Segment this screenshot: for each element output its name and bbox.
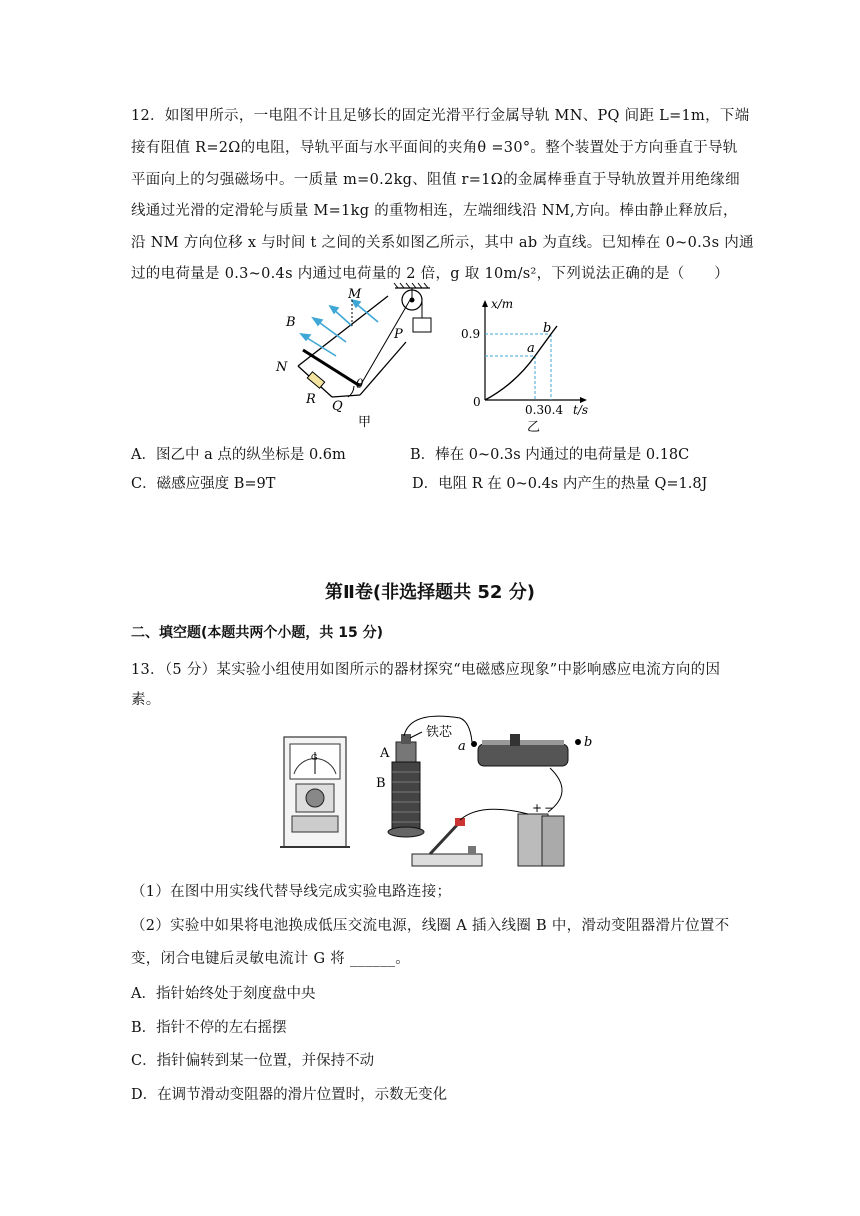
figure-apparatus (280, 712, 600, 872)
q12-line-3: 平面向上的匀强磁场中。一质量 m=0.2kg、阻值 r=1Ω的金属棒垂直于导轨放置并用绝缘细 (131, 172, 740, 188)
rheostat (458, 734, 592, 766)
magnetic-field-arrows (301, 300, 378, 356)
q13-line-1: 13．（5 分）某实验小组使用如图所示的器材探究“电磁感应现象”中影响感应电流方向的因 (131, 662, 721, 678)
q12-line-6: 过的电荷量是 0.3~0.4s 内通过电荷量的 2 倍，g 取 10m/s²，下列说法正确的是（ ） (131, 266, 730, 282)
point-b-label: b (543, 321, 552, 336)
q12-option-c[interactable]: C．磁感应强度 B=9T (131, 476, 276, 492)
figure-yi (455, 292, 595, 437)
galvanometer-label: G (311, 753, 318, 762)
caption-jia: 甲 (358, 415, 372, 430)
rail-PQ (360, 342, 406, 395)
battery-plus: + (532, 801, 543, 815)
figure-jia (270, 280, 450, 430)
q13-option-b[interactable]: B．指针不停的左右摇摆 (131, 1020, 287, 1036)
galvanometer (280, 737, 350, 847)
q12-option-d[interactable]: D．电阻 R 在 0~0.4s 内产生的热量 Q=1.8J (412, 476, 708, 492)
label-N: N (276, 360, 288, 375)
y-tick-0.9: 0.9 (461, 327, 481, 341)
q13-part2-line-1: （2）实验中如果将电池换成低压交流电源，线圈 A 插入线圈 B 中，滑动变阻器滑片位置不 (131, 918, 730, 934)
section-subtitle: 二、填空题(本题共两个小题，共 15 分) (131, 625, 384, 641)
q13-option-d[interactable]: D．在调节滑动变阻器的滑片位置时，示数无变化 (131, 1087, 448, 1103)
switch (412, 818, 482, 866)
x-tick-0.4: 0.4 (544, 403, 564, 417)
q13-line-2: 素。 (131, 692, 161, 708)
q13-option-a[interactable]: A．指针始终处于刻度盘中央 (131, 986, 316, 1002)
resistor (307, 372, 324, 388)
q13-part1: （1）在图中用实线代替导线完成实验电路连接； (131, 884, 452, 900)
label-R: R (306, 392, 316, 407)
x-axis-label: t/s (573, 403, 589, 417)
label-Q: Q (332, 399, 343, 414)
coil-assembly (376, 724, 453, 837)
battery-minus: − (544, 801, 555, 815)
terminal-b-label: b (584, 735, 593, 750)
iron-core-label: 铁芯 (426, 725, 453, 740)
q12-line-2: 接有阻值 R=2Ω的电阻，导轨平面与水平面间的夹角θ =30°。整个装置处于方向垂直于导轨 (131, 140, 738, 156)
q12-line-4: 线通过光滑的定滑轮与质量 M=1kg 的重物相连，左端细线沿 NM,方向。棒由静止释放后， (131, 203, 738, 219)
point-a-label: a (527, 341, 535, 356)
x-tick-0.3: 0.3 (525, 403, 545, 417)
q12-option-b[interactable]: B．棒在 0~0.3s 内通过的电荷量是 0.18C (410, 447, 690, 463)
label-M: M (348, 287, 362, 302)
weight-block (413, 318, 431, 332)
q12-line-5: 沿 NM 方向位移 x 与时间 t 之间的关系如图乙所示，其中 ab 为直线。已知棒在 0~0.3s 内通 (131, 235, 754, 251)
label-P: P (394, 327, 403, 342)
y-axis-label: x/m (491, 297, 514, 311)
coil-B-label: B (376, 776, 386, 791)
q12-line-1: 12．如图甲所示，一电阻不计且足够长的固定光滑平行金属导轨 MN、PQ 间距 L=1m，下端 (131, 108, 750, 124)
battery (518, 801, 564, 866)
q12-option-a[interactable]: A．图乙中 a 点的纵坐标是 0.6m (131, 447, 346, 463)
x-t-curve (485, 326, 557, 400)
origin-label: 0 (473, 395, 481, 409)
dashed-guides (485, 334, 551, 400)
label-B: B (286, 315, 296, 330)
q13-option-c[interactable]: C．指针偏转到某一位置，并保持不动 (131, 1053, 375, 1069)
section-title: 第Ⅱ卷(非选择题共 52 分) (325, 582, 535, 603)
caption-yi: 乙 (527, 420, 541, 435)
terminal-a-label: a (458, 739, 466, 754)
label-theta: θ (356, 377, 364, 391)
coil-A-label: A (380, 746, 390, 761)
q13-part2-line-2: 变，闭合电键后灵敏电流计 G 将 ______。 (131, 951, 411, 967)
